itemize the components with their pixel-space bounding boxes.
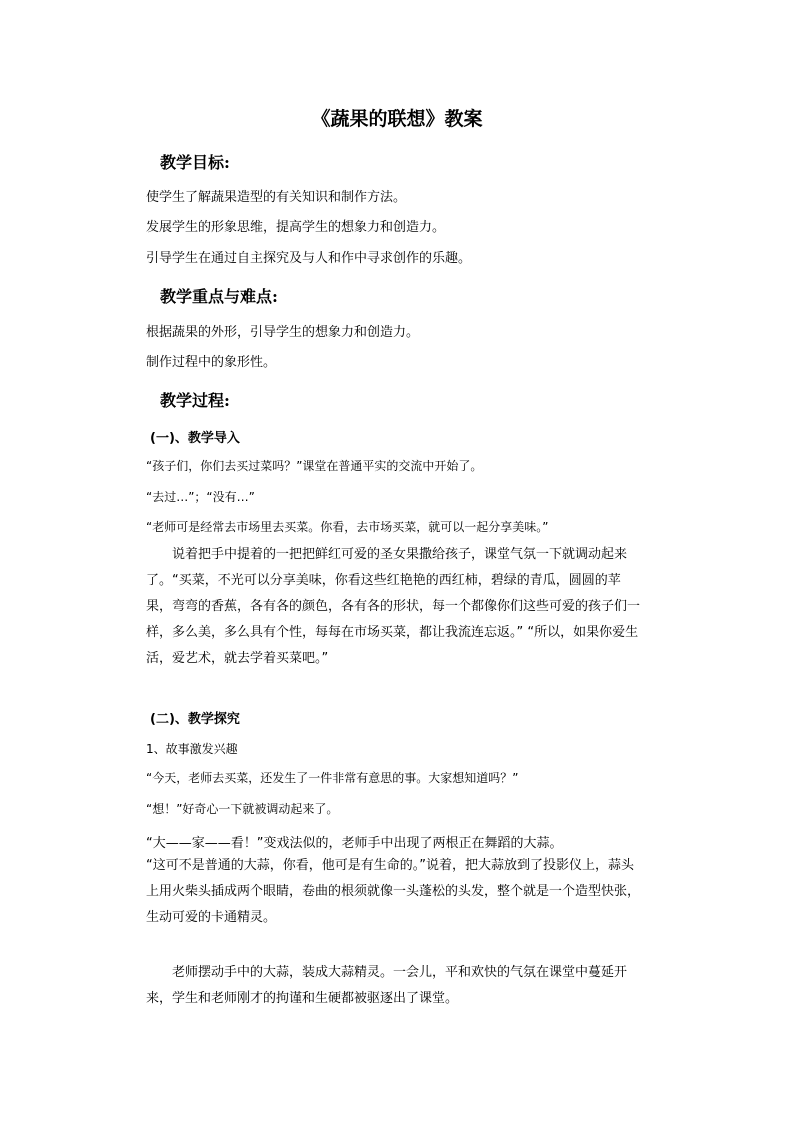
part2-title: (二)、教学探究 <box>150 712 240 727</box>
dialog-line: “今天，老师去买菜，还发生了一件非常有意思的事。大家想知道吗？” <box>146 771 519 785</box>
heading-keys: 教学重点与难点: <box>160 287 278 306</box>
subheading-story: 1、故事激发兴趣 <box>146 742 238 756</box>
paragraph: 说着把手中提着的一把把鲜红可爱的圣女果撒给孩子，课堂气氛一下就调动起来了。“买菜，不光可以分享美味，你看这些红艳艳的西红柿，碧绿的青瓜，圆圆的苹果，弯弯的香蕉，各有各的颜色，各有各的形状，每一个都像你们这些可爱的孩子们一样，多么美，多么具有个性，每每在市场买菜，都让我流连忘返。” “所以，如果你爱生活，爱艺术，就去学着买菜吧。” <box>146 547 641 666</box>
goal-item: 使学生了解蔬果造型的有关知识和制作方法。 <box>146 190 407 205</box>
goal-item: 发展学生的形象思维，提高学生的想象力和创造力。 <box>146 220 446 235</box>
heading-goals: 教学目标: <box>160 153 230 172</box>
dialog-line: “大——家——看！”变戏法似的，老师手中出现了两根正在舞蹈的大蒜。 <box>146 836 563 851</box>
dialog-line: “孩子们，你们去买过菜吗？”课堂在普通平实的交流中开始了。 <box>146 459 483 473</box>
document-title: 《蔬果的联想》教案 <box>311 108 483 130</box>
paragraph: 老师摆动手中的大蒜，装成大蒜精灵。一会儿，平和欢快的气氛在课堂中蔓延开来，学生和老师刚才的拘谨和生硬都被驱逐出了课堂。 <box>146 965 628 1006</box>
paragraph: “这可不是普通的大蒜，你看，他可是有生命的。”说着，把大蒜放到了投影仪上，蒜头上用火柴头插成两个眼睛，卷曲的根须就像一头蓬松的头发，整个就是一个造型快张，生动可爱的卡通精灵。 <box>146 858 641 925</box>
key-item: 根据蔬果的外形，引导学生的想象力和创造力。 <box>146 325 420 340</box>
dialog-line: “去过…”；“没有…” <box>146 490 255 504</box>
dialog-line: “老师可是经常去市场里去买菜。你看，去市场买菜，就可以一起分享美味。” <box>146 520 549 534</box>
key-item: 制作过程中的象形性。 <box>146 355 277 370</box>
part1-title: (一)、教学导入 <box>150 431 240 446</box>
heading-process: 教学过程: <box>160 391 230 410</box>
goal-item: 引导学生在通过自主探究及与人和作中寻求创作的乐趣。 <box>146 251 472 266</box>
dialog-line: “想！”好奇心一下就被调动起来了。 <box>146 802 339 816</box>
